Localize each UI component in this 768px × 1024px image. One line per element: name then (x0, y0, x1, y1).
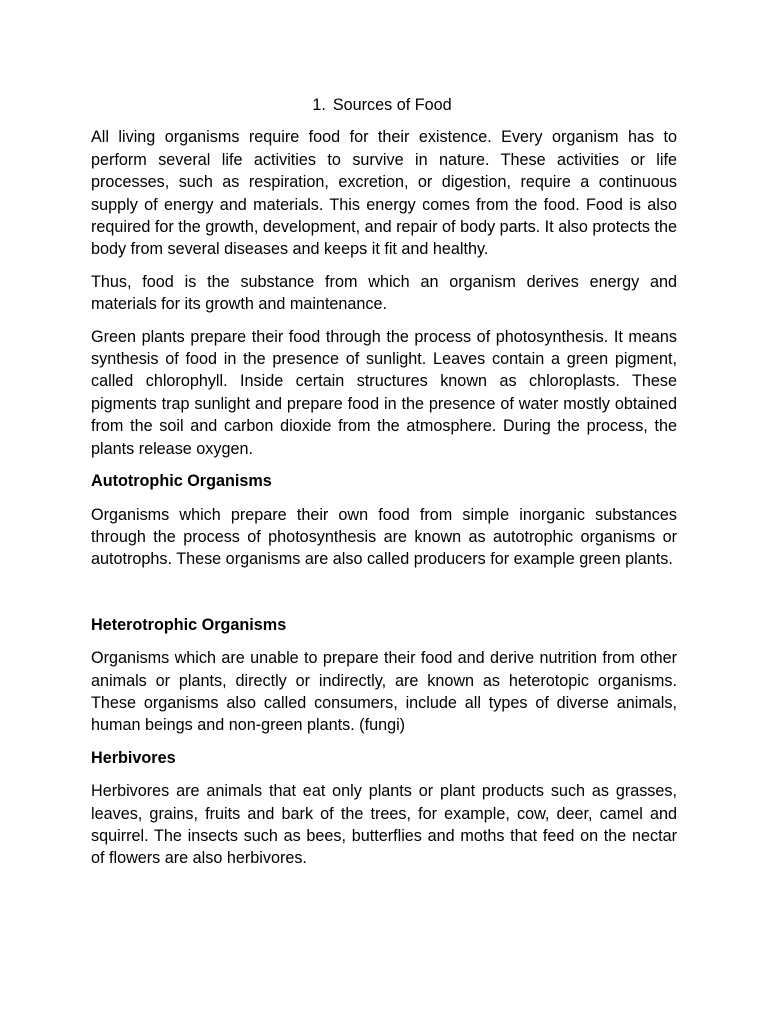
food-definition-paragraph: Thus, food is the substance from which an organism derives energy and materials for its growth and maintenance. (91, 272, 677, 314)
herbivores-paragraph: Herbivores are animals that eat only plants or plant products such as grasses, leaves, grains, fruits and bark of the trees, for example, cow, deer, camel and squirrel. The insects such as bees, butterflies and moths that feed on the nectar of flowers are also herbivores. (91, 782, 677, 868)
autotrophic-paragraph: Organisms which prepare their own food from simple inorganic substances through the process of photosynthesis are known as autotrophic organisms or autotrophs. These organisms are also called producers for example green plants. (91, 505, 677, 569)
title-number: 1. (312, 96, 326, 114)
heterotrophic-heading: Heterotrophic Organisms (91, 615, 287, 634)
heterotrophic-paragraph: Organisms which are unable to prepare their food and derive nutrition from other animals or plants, directly or indirectly, are known as heterotopic organisms. These organisms also called consumers, include all types of diverse animals, human beings and non-green plants. (fungi) (91, 649, 677, 735)
document-title (91, 94, 677, 116)
intro-paragraph: All living organisms require food for their existence. Every organism has to perform several life activities to survive in nature. These activities or life processes, such as respiration, excretion, or digestion, require a continuous supply of energy and materials. This energy comes from the food. Food is also required for the growth, development, and repair of body parts. It also protects the body from several diseases and keeps it fit and healthy. (91, 128, 677, 259)
document-body (91, 94, 677, 880)
autotrophic-heading: Autotrophic Organisms (91, 472, 272, 491)
herbivores-heading: Herbivores (91, 748, 176, 767)
photosynthesis-paragraph: Green plants prepare their food through the process of photosynthesis. It means synthesis of food in the presence of sunlight. Leaves contain a green pigment, called chlorophyll. Inside certain structures known as chloroplasts. These pigments trap sunlight and prepare food in the presence of water mostly obtained from the soil and carbon dioxide from the atmosphere. During the process, the plants release oxygen. (91, 327, 677, 458)
title-text: Sources of Food (332, 96, 452, 114)
blank-line (91, 581, 677, 614)
